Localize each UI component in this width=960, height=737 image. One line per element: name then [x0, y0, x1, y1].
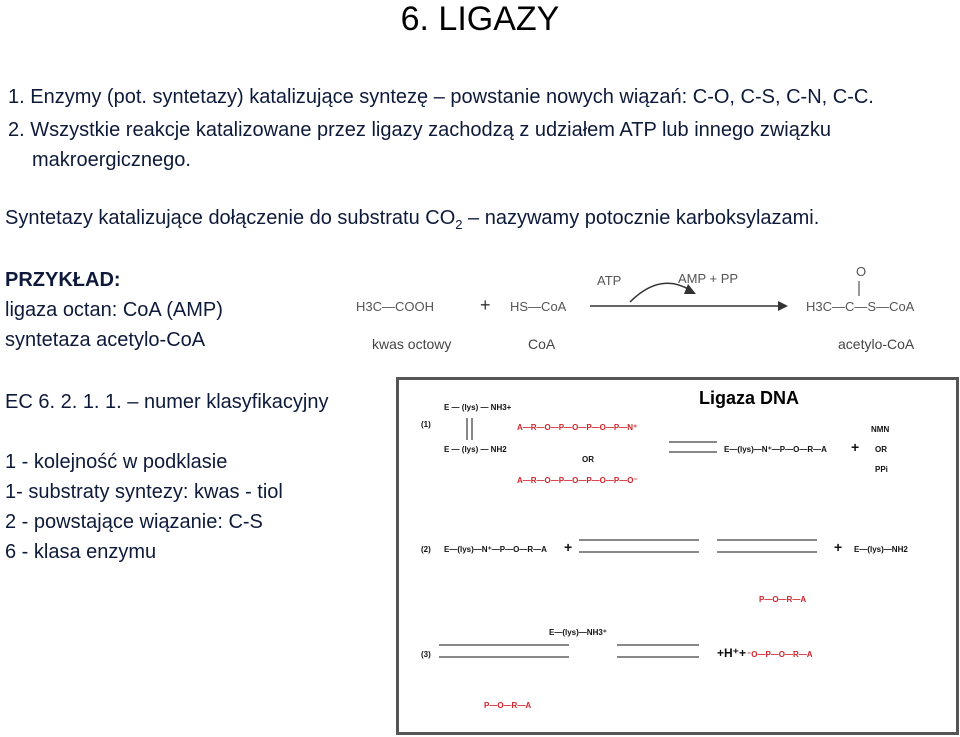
ec-item-4: 6 - klasa enzymu — [5, 541, 157, 563]
coa-formula: HS—CoA — [510, 299, 567, 314]
example-enzyme-common-name: syntetaza acetylo-CoA — [5, 329, 206, 351]
or-label-2: OR — [875, 445, 887, 454]
example-header: PRZYKŁAD: — [5, 269, 121, 291]
step-1-label: (1) — [421, 420, 431, 429]
enzyme-lys-nh3: E — (lys) — NH3+ — [444, 403, 512, 412]
example-enzyme-name: ligaza octan: CoA (AMP) — [5, 299, 223, 321]
dna-ligase-title: Ligaza DNA — [699, 388, 800, 408]
acetic-acid-formula: H3C—COOH — [356, 299, 435, 314]
ec-item-3: 2 - powstające wiązanie: C-S — [5, 511, 263, 533]
carboxylase-text-before: Syntetazy katalizujące dołączenie do substratu CO — [5, 207, 456, 229]
ec-number-line: EC 6. 2. 1. 1. – numer klasyfikacyjny — [5, 391, 329, 413]
enzyme-nh2-step2: E—(lys)—NH2 — [854, 545, 908, 554]
co2-subscript: 2 — [455, 217, 463, 232]
adenylated-nick: P—O—R—A — [759, 595, 807, 604]
plus-2: + — [564, 539, 573, 555]
amp-pp-label: AMP + PP — [678, 271, 739, 286]
text-line-2: 2. Wszystkie reakcje katalizowane przez ligazy zachodzą z udziałem ATP lub innego związku — [8, 119, 831, 141]
plus-1: + — [851, 439, 860, 455]
acetyl-coa-formula: H3C—C—S—CoA — [806, 299, 915, 314]
plus-3: + — [834, 539, 843, 555]
plus-sign: + — [480, 295, 491, 315]
text-line-3: makroergicznego. — [32, 149, 191, 171]
reaction-curved-arrow — [630, 283, 690, 302]
step-3-label: (3) — [421, 650, 431, 659]
label-acetic-acid: kwas octowy — [372, 336, 452, 352]
ec-item-1: 1 - kolejność w podklasie — [5, 451, 228, 473]
atp-chain-1: A—R—O—P—O—P—O—P—N⁺ — [517, 423, 638, 432]
or-label-1: OR — [582, 455, 594, 464]
ec-item-2: 1- substraty syntezy: kwas - tiol — [5, 481, 283, 503]
enzyme-step3: E—(lys)—NH3⁺ — [549, 628, 608, 637]
enzyme-lys-nh2: E — (lys) — NH2 — [444, 445, 507, 454]
text-line-1: 1. Enzymy (pot. syntetazy) katalizujące syntezę – powstanie nowych wiązań: C-O, C-S, C-N, C-C. — [8, 86, 874, 108]
page-title: 6. LIGAZY — [400, 0, 560, 38]
carboxylase-text-after: – nazywamy potocznie karboksylazami. — [462, 207, 820, 229]
label-coa: CoA — [528, 336, 556, 352]
acetyl-coa-reaction — [350, 262, 960, 357]
adenylated-step3: P—O—R—A — [484, 701, 532, 710]
enzyme-amp-step2: E—(lys)—N⁺—P—O—R—A — [444, 545, 547, 554]
amp-chain-1: A—R—O—P—O—P—O—P—O⁻ — [517, 476, 638, 485]
product-oxygen: O — [856, 264, 867, 279]
step-2-label: (2) — [421, 545, 431, 554]
enzyme-amp-complex: E—(lys)—N⁺—P—O—R—A — [724, 445, 827, 454]
atp-label: ATP — [597, 273, 622, 288]
carboxylase-sentence — [5, 206, 819, 237]
amp-product: ⁻O—P—O—R—A — [747, 650, 813, 659]
plus-4: +H⁺+ — [717, 646, 747, 660]
ppi-label: PPi — [875, 465, 888, 474]
label-acetyl-coa: acetylo-CoA — [838, 336, 915, 352]
reaction-arrowhead — [778, 301, 788, 311]
nmn-label: NMN — [871, 425, 890, 434]
dna-ligase-mechanism — [399, 380, 956, 732]
dna-ligase-figure — [396, 377, 959, 735]
